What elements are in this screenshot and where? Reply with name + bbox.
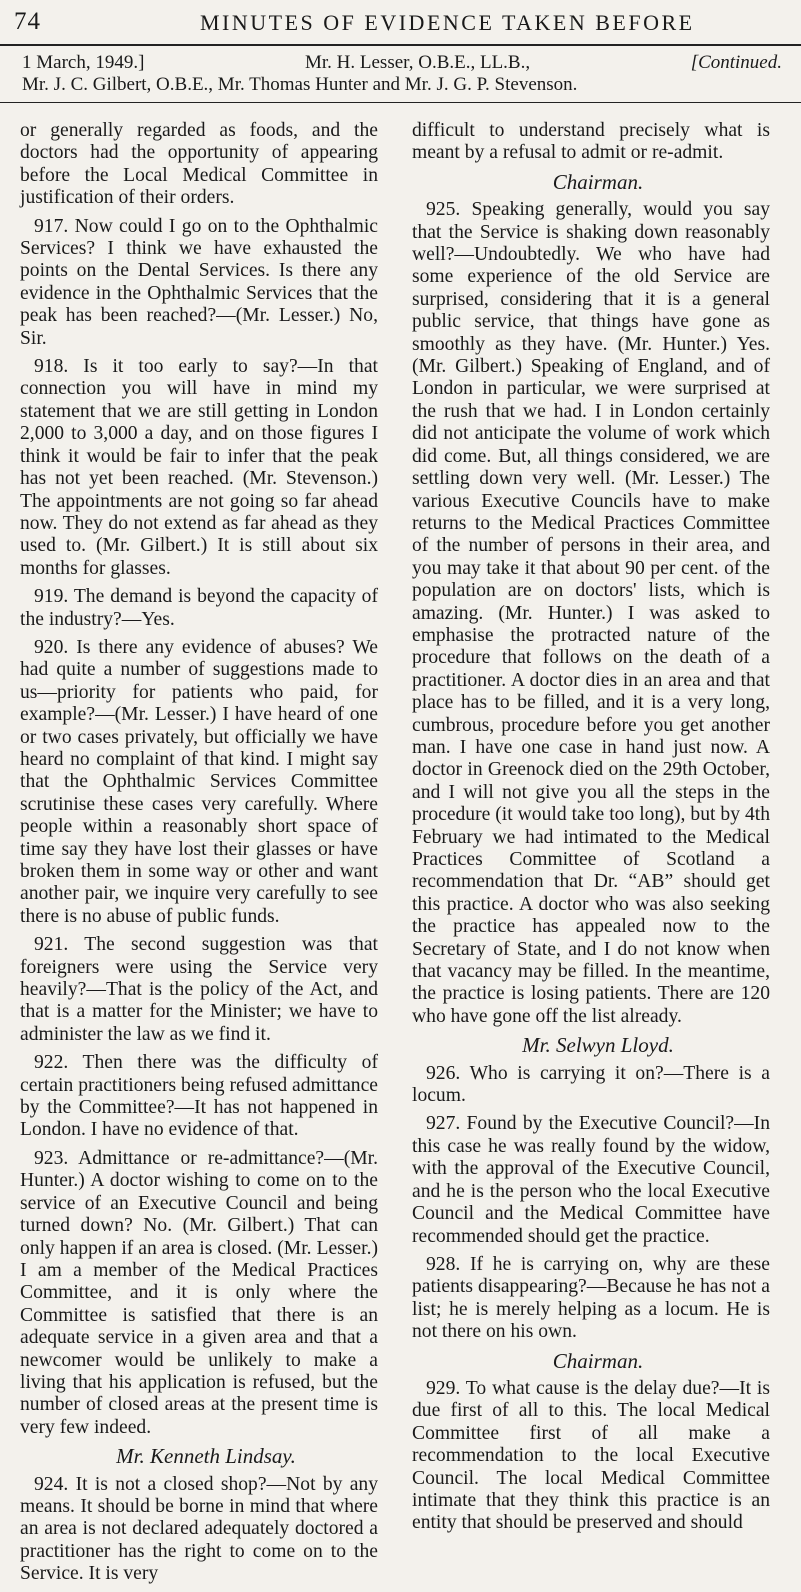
evidence-paragraph: 917. Now could I go on to the Ophthalmic Services? I think we have exhausted the points on the Dental Services. Is there any evidence in the Ophthalmic Services that the peak has been reached?—(Mr. Lesser.) No, Sir. xyxy=(20,215,378,349)
left-text-column xyxy=(20,120,378,1592)
evidence-paragraph: 926. Who is carrying it on?—There is a locum. xyxy=(412,1062,770,1107)
hearing-date: 1 March, 1949.] xyxy=(22,52,145,73)
evidence-paragraph: 921. The second suggestion was that foreigners were using the Service very heavily?—That is the policy of the Act, and that is a matter for the Minister; we have to administer the law as we find it. xyxy=(20,934,378,1045)
right-text-column xyxy=(412,120,770,1541)
evidence-paragraph: 922. Then there was the difficulty of certain practitioners being refused admittance by the Committee?—It has not happened in London. I have no evidence of that. xyxy=(20,1052,378,1141)
continued-marker: [Continued. xyxy=(690,52,782,73)
evidence-paragraph: 923. Admittance or re-admittance?—(Mr. Hunter.) A doctor wishing to come on to the service of an Executive Council and being turned down? No. (Mr. Gilbert.) That can only happen if an area is closed. (Mr. Lesser.) I am a member of the Medical Practices Committee, and it is only where the Committee is satisfied that there is an adequate service in a given area and that a newcomer would be unlikely to make a living that his application is refused, but the number of closed areas at the present time is very few indeed. xyxy=(20,1147,378,1438)
evidence-paragraph: 928. If he is carrying on, why are these patients disappearing?—Because he has not a list; he is merely helping as a locum. He is not there on his own. xyxy=(412,1253,770,1343)
speaker-heading: Chairman. xyxy=(552,169,644,194)
speaker-heading: Mr. Selwyn Lloyd. xyxy=(522,1033,674,1058)
evidence-paragraph: 925. Speaking generally, would you say that the Service is shaking down reasonably well?—Undoubtedly. We who have had some experience of the old Service are surprised, considering that it is a general public service, that things have gone as smoothly as they have. (Mr. Hunter.) Yes. (Mr. Gilbert.) Speaking of England, and of London in particular, we were surprised at the rush that we had. I in London certainly did not anticipate the volume of work which did come. But, all things considered, we are settling down very well. (Mr. Lesser.) The various Executive Councils have to make returns to the Medical Practices Committee of the number of persons in their area, and you may take it that about 90 per cent. of the population are on doctors' lists, which is amazing. (Mr. Hunter.) I was asked to emphasise the protracted nature of the procedure that follows on the death of a practitioner. A doctor dies in an area and that place has to be filled, and it is a very long, cumbrous, procedure before you get another man. I have one case in hand just now. A doctor in Greenock died on the 29th October, and I will not give you all the steps in the procedure (it would take too long), but by 4th February we had intimated to the Medical Practices Committee of Scotland a recommendation that Dr. “AB” should get this practice. A doctor who was also seeking the practice has appealed now to the Secretary of State, and I do not know when that vacancy may be filled. In the meantime, the practice is losing patients. There are 120 who have gone off the list already. xyxy=(412,199,770,1027)
header-rule-bottom xyxy=(0,102,801,103)
evidence-paragraph: 920. Is there any evidence of abuses? We had quite a number of suggestions made to us—priority for patients who paid, for example?—(Mr. Lesser.) I have heard of one or two cases privately, but officially we have heard no complaint of that kind. I might say that the Ophthalmic Services Committee scrutinise these cases very carefully. Where people within a reasonably short space of time say they have lost their glasses or have broken them in some way or other and want another pair, we inquire very carefully to see there is no abuse of public funds. xyxy=(20,636,378,927)
evidence-paragraph: 918. Is it too early to say?—In that connection you will have in mind my statement that we are still getting in London 2,000 to 3,000 a day, and on those figures I think it would be fair to infer that the peak has not yet been reached. (Mr. Stevenson.) The appointments are not going so far ahead now. They do not extend as far ahead as they used to. (Mr. Gilbert.) It is still about six months for glasses. xyxy=(20,356,378,579)
evidence-paragraph: 929. To what cause is the delay due?—It is due first of all to this. The local Medical Committee first of all make a recommendation to the local Executive Council. The local Medical Committee intimate that they think this practice is an entity that should be preserved and should xyxy=(412,1377,770,1534)
evidence-paragraph: difficult to understand precisely what is meant by a refusal to admit or re-admit. xyxy=(412,120,770,164)
page-number: 74 xyxy=(14,8,41,35)
running-title: MINUTES OF EVIDENCE TAKEN BEFORE xyxy=(200,10,695,35)
evidence-paragraph: 927. Found by the Executive Council?—In this case he was really found by the widow, with the approval of the Executive Council, and he is the person who the local Executive Council and the Medical Committee have recommended should get the practice. xyxy=(412,1113,770,1247)
evidence-paragraph: or generally regarded as foods, and the doctors had the opportunity of appearing before the Local Medical Committee in justification of their orders. xyxy=(20,120,378,209)
speaker-heading: Mr. Kenneth Lindsay. xyxy=(116,1444,296,1469)
evidence-paragraph: 924. It is not a closed shop?—Not by any means. It should be borne in mind that where an area is not declared adequately doctored a practitioner has the right to come on to the Service. It is very xyxy=(20,1473,378,1585)
header-rule-top xyxy=(0,44,801,46)
witness-header-line-1 xyxy=(22,52,782,74)
speaker-heading: Chairman. xyxy=(552,1348,644,1373)
witness-header xyxy=(22,52,782,96)
witness-names-2: Mr. J. C. Gilbert, O.B.E., Mr. Thomas Hunter and Mr. J. G. P. Stevenson. xyxy=(22,74,578,95)
witness-header-line-2 xyxy=(22,74,782,96)
evidence-paragraph: 919. The demand is beyond the capacity of the industry?—Yes. xyxy=(20,586,378,630)
witness-names-1: Mr. H. Lesser, O.B.E., LL.B., xyxy=(305,52,531,73)
